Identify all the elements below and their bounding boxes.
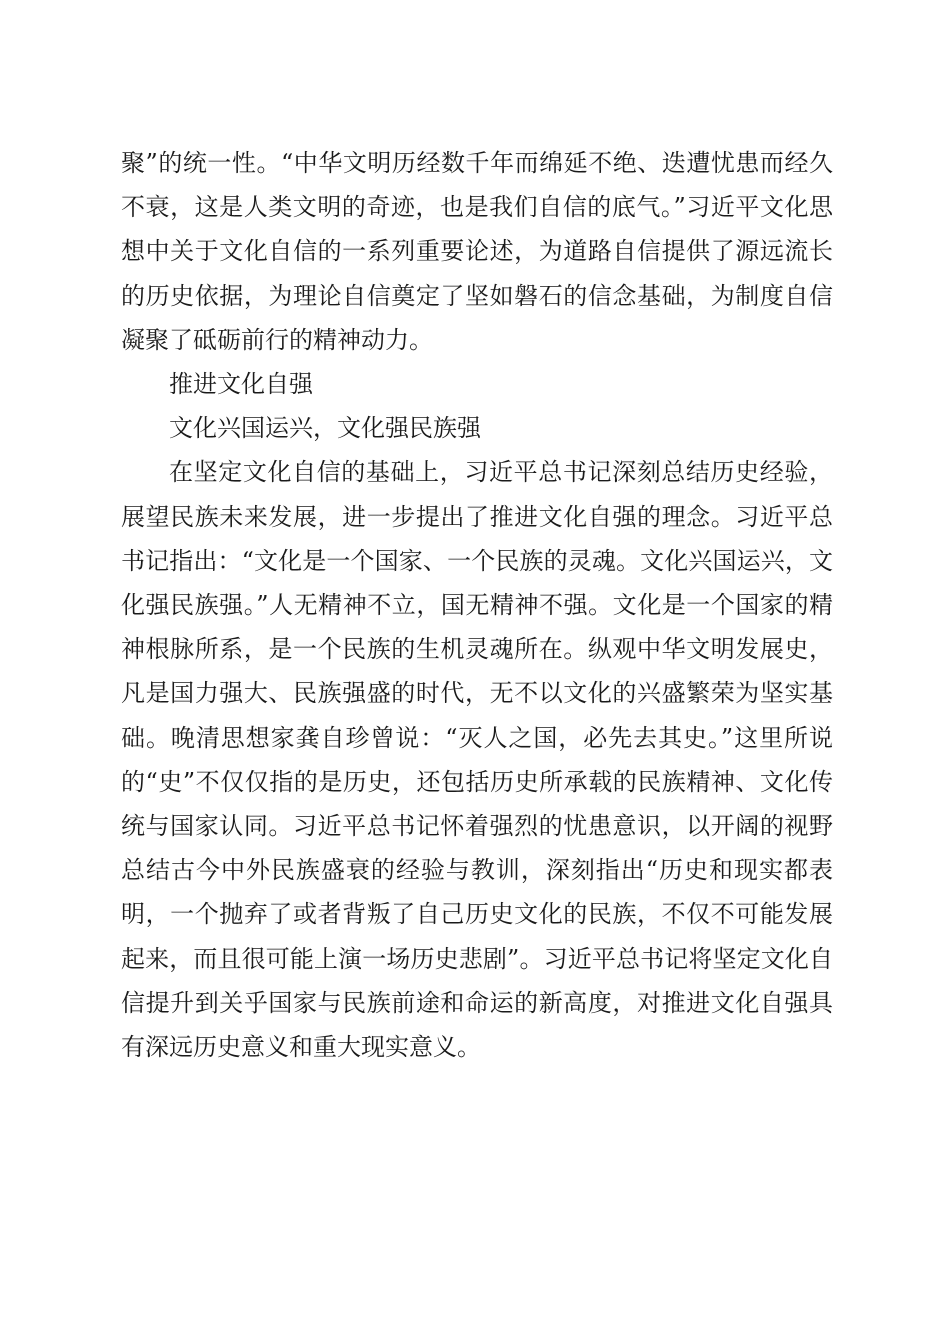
- paragraph-body: 在坚定文化自信的基础上，习近平总书记深刻总结历史经验，展望民族未来发展，进一步提出了推进文化自强的理念。习近平总书记指出：“文化是一个国家、一个民族的灵魂。文化兴国运兴，文化强民族强。”人无精神不立，国无精神不强。文化是一个国家的精神根脉所系，是一个民族的生机灵魂所在。纵观中华文明发展史，凡是国力强大、民族强盛的时代，无不以文化的兴盛繁荣为坚实基础。晚清思想家龚自珍曾说：“灭人之国，必先去其史。”这里所说的“史”不仅仅指的是历史，还包括历史所承载的民族精神、文化传统与国家认同。习近平总书记怀着强烈的忧患意识，以开阔的视野总结古今中外民族盛衰的经验与教训，深刻指出“历史和现实都表明，一个抛弃了或者背叛了自己历史文化的民族，不仅不可能发展起来，而且很可能上演一场历史悲剧”。习近平总书记将坚定文化自信提升到关乎国家与民族前途和命运的新高度，对推进文化自强具有深远历史意义和重大现实意义。: [121, 458, 833, 1062]
- section-subheading: 文化兴国运兴，文化强民族强: [169, 414, 481, 443]
- document-body: [121, 141, 833, 1069]
- paragraph-continuation: 聚”的统一性。“中华文明历经数千年而绵延不绝、迭遭忧患而经久不衰，这是人类文明的奇迹，也是我们自信的底气。”习近平文化思想中关于文化自信的一系列重要论述，为道路自信提供了源远流长的历史依据，为理论自信奠定了坚如磐石的信念基础，为制度自信凝聚了砥砺前行的精神动力。: [121, 149, 833, 354]
- section-heading: 推进文化自强: [169, 370, 313, 399]
